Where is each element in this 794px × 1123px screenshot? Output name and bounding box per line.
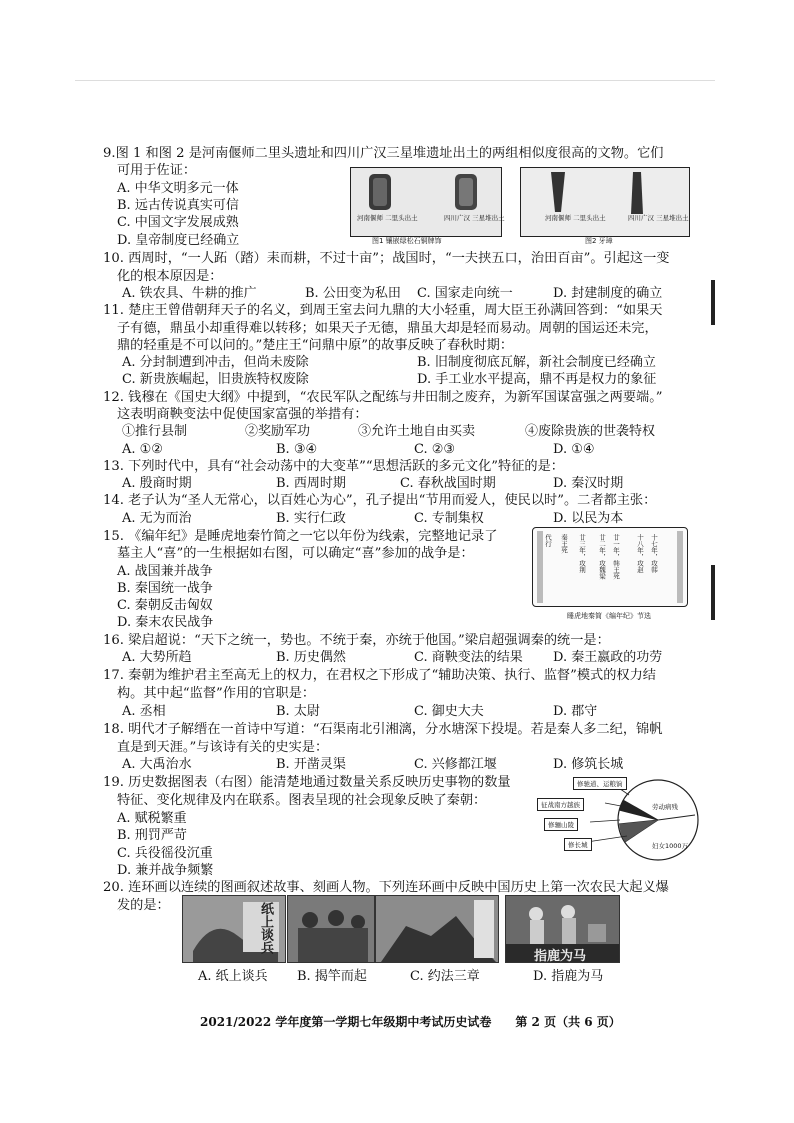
q10-option-d: D. 封建制度的确立: [553, 286, 663, 301]
q16-option-c: C. 商鞅变法的结果: [414, 650, 523, 665]
q14-option-c: C. 专制集权: [414, 511, 484, 526]
q13-option-a: A. 殷商时期: [122, 476, 192, 491]
fig2-label-right: 四川广汉 三星堆出土: [628, 214, 689, 222]
q16-option-b: B. 历史偶然: [276, 650, 346, 665]
q11-stem-line1: 11. 楚庄王曾借朝拜天子的名义，到周王室去问九鼎的大小轻重，周大臣王孙满回答到：“如果天: [103, 303, 663, 318]
comic-picture-c: [375, 895, 499, 963]
scroll-caption: 睡虎地秦简《编年纪》节选: [567, 612, 651, 620]
scroll-col-7: 代行: [544, 534, 552, 547]
pie-label-road-grain: 修驰道、运粮饷: [573, 777, 627, 790]
q17-option-d: D. 郡守: [553, 704, 598, 719]
q9-option-b: B. 远古传说真实可信: [117, 198, 239, 213]
margin-mark-upper: [711, 280, 715, 325]
q12-statement-1: ①推行县制: [122, 424, 188, 439]
pie-label-women: 妇女1000万: [652, 842, 689, 850]
comic-picture-a: [182, 895, 286, 963]
q19-option-b: B. 刑罚严苛: [117, 828, 187, 843]
q16-stem-line1: 16. 梁启超说：“天下之统一，势也。不统于秦，亦统于他国。”梁启超强调秦的统一是：: [103, 633, 610, 648]
comic-picture-d: [505, 895, 620, 963]
pie-label-south-war: 征战南方越族: [537, 798, 584, 811]
pie-label-lishan-tomb: 修骊山陵: [544, 818, 578, 831]
q19-stem-line2: 特征、变化规律及内在联系。图表呈现的社会现象反映了秦朝：: [117, 793, 487, 808]
scroll-decoration: [533, 528, 687, 606]
q18-option-d: D. 修筑长城: [553, 757, 624, 772]
q12-option-d: D. ①④: [553, 442, 595, 457]
q15-option-d: D. 秦末农民战争: [117, 615, 214, 630]
q18-stem-line1: 18. 明代才子解缙在一首诗中写道：“石渠南北引湘漓，分水塘深下投堤。若是秦人多二纪，锦帆: [103, 722, 663, 737]
pie-label-labor: 劳动病残: [652, 803, 678, 811]
q13-option-b: B. 西周时期: [276, 476, 346, 491]
q12-option-c: C. ②③: [414, 442, 456, 457]
q12-statement-4: ④废除贵族的世袭特权: [525, 424, 656, 439]
q15-option-a: A. 战国兼并战争: [117, 564, 213, 579]
q11-option-d: D. 手工业水平提高，鼎不再是权力的象征: [417, 372, 657, 387]
scroll-col-5: 廿三年，攻荆: [578, 534, 586, 573]
q17-stem-line2: 构。其中起“监督”作用的官职是：: [117, 686, 316, 701]
q20-option-c: C. 约法三章: [410, 969, 480, 984]
q14-stem-line1: 14. 老子认为“圣人无常心，以百姓心为心”，孔子提出“节用而爱人，使民以时”。二者都主张：: [103, 493, 657, 508]
q17-option-b: B. 太尉: [276, 704, 320, 719]
q20-option-a: A. 纸上谈兵: [198, 969, 268, 984]
q11-option-c: C. 新贵族崛起，旧贵族特权废除: [122, 372, 309, 387]
q19-option-a: A. 赋税繁重: [117, 811, 187, 826]
scroll-col-4: 廿二年，攻魏梁: [598, 534, 606, 580]
q10-stem-line2: 化的根本原因是：: [117, 269, 223, 284]
q13-option-c: C. 春秋战国时期: [400, 476, 496, 491]
q10-option-a: A. 铁农具、牛耕的推广: [122, 286, 257, 301]
q13-option-d: D. 秦汉时期: [553, 476, 624, 491]
q18-option-b: B. 开凿灵渠: [276, 757, 346, 772]
q18-stem-line2: 直是到天涯。”与该诗有关的史实是：: [117, 740, 329, 755]
q16-option-a: A. 大势所趋: [122, 650, 192, 665]
q11-stem-line2: 子有德，鼎虽小却重得难以转移；如果天子无德，鼎虽大却是轻而易动。周朝的国运还未完，: [117, 321, 658, 336]
bamboo-scroll-figure: [532, 527, 688, 607]
q17-option-c: C. 御史大夫: [414, 704, 484, 719]
scroll-col-2: 十八年，攻赵: [636, 534, 644, 573]
q12-statement-3: ③允许土地自由买卖: [358, 424, 476, 439]
fig1-label-left: 河南偃师 二里头出土: [357, 214, 418, 222]
fig1-label-right: 四川广汉 三星堆出土: [444, 214, 505, 222]
q14-option-d: D. 以民为本: [553, 511, 624, 526]
q11-option-a: A. 分封制遭到冲击，但尚未废除: [122, 355, 309, 370]
q15-option-b: B. 秦国统一战争: [117, 581, 213, 596]
q9-stem-line2: 可用于佐证：: [117, 163, 197, 178]
figure-1-image: [351, 168, 501, 236]
pie-label-great-wall: 修长城: [564, 838, 592, 851]
comic-c-art: [376, 896, 498, 962]
scroll-col-3: 廿一年，韩王死: [612, 534, 620, 580]
q18-option-c: C. 兴修都江堰: [414, 757, 497, 772]
figure-2-image: [521, 168, 689, 236]
q19-stem-line1: 19. 历史数据图表（右图）能清楚地通过数量关系反映历史事物的数量: [103, 775, 511, 790]
q11-option-b: B. 旧制度彻底瓦解，新社会制度已经确立: [417, 355, 656, 370]
q10-option-c: C. 国家走向统一: [417, 286, 513, 301]
q9-option-a: A. 中华文明多元一体: [117, 181, 239, 196]
q20-stem-line2: 发的是：: [117, 898, 170, 913]
q11-stem-line3: 鼎的轻重是不可以问的。”楚庄王“问鼎中原”的故事反映了春秋时期：: [117, 338, 514, 353]
q14-option-b: B. 实行仁政: [276, 511, 346, 526]
q9-option-d: D. 皇帝制度已经确立: [117, 233, 240, 248]
q17-option-a: A. 丞相: [122, 704, 166, 719]
q12-option-b: B. ③④: [276, 442, 318, 457]
q15-stem-line1: 15. 《编年纪》是睡虎地秦竹简之一它以年份为线索，完整地记录了: [103, 529, 498, 544]
q20-stem-line1: 20. 连环画以连续的图画叙述故事、刻画人物。下列连环画中反映中国历史上第一次农民大起义爆: [103, 880, 669, 895]
scroll-col-1: 十七年，攻韩: [650, 534, 658, 573]
q9-option-c: C. 中国文字发展成熟: [117, 215, 239, 230]
q19-option-d: D. 兼并战争频繁: [117, 863, 214, 878]
scroll-col-6: 秦王死: [560, 534, 568, 554]
q12-option-a: A. ①②: [122, 442, 163, 457]
q15-option-c: C. 秦朝反击匈奴: [117, 598, 213, 613]
comic-b-art: [288, 896, 374, 962]
q10-option-b: B. 公田变为私田: [305, 286, 401, 301]
page-footer: 2021/2022 学年度第一学期七年级期中考试历史试卷 第 2 页（共 6 页）: [200, 1015, 621, 1029]
q20-option-b: B. 揭竿而起: [297, 969, 367, 984]
q12-stem-line2: 这表明商鞅变法中促使国家富强的举措有：: [117, 407, 368, 422]
comic-picture-b: [287, 895, 375, 963]
q14-option-a: A. 无为而治: [122, 511, 192, 526]
comic-d-title: 指鹿为马: [534, 949, 587, 964]
q12-statement-2: ②奖励军功: [245, 424, 311, 439]
comic-a-title: 纸上谈兵: [258, 902, 273, 954]
q18-option-a: A. 大禹治水: [122, 757, 192, 772]
fig2-caption: 图2 牙璋: [585, 237, 613, 245]
q17-stem-line1: 17. 秦朝为维护君主至高无上的权力，在君权之下形成了“辅助决策、执行、监督”模式的权力结: [103, 668, 656, 683]
fig1-caption: 图1 镶嵌绿松石铜牌饰: [372, 237, 442, 245]
q19-option-c: C. 兵役徭役沉重: [117, 846, 213, 861]
q20-option-d: D. 指鹿为马: [533, 969, 604, 984]
figure-1-artifacts: [350, 167, 502, 237]
q9-stem-line1: 9.图 1 和图 2 是河南偃师二里头遗址和四川广汉三星堆遗址出土的两组相似度很高的文物。它们: [103, 146, 664, 161]
figure-2-artifacts: [520, 167, 690, 237]
fig2-label-left: 河南偃师 二里头出土: [545, 214, 606, 222]
q16-option-d: D. 秦王嬴政的功劳: [553, 650, 663, 665]
q12-stem-line1: 12. 钱穆在《国史大纲》中提到，“农民军队之配练与井田制之废弃，为新军国谋富强之两要端。”: [103, 390, 663, 405]
margin-mark-lower: [711, 565, 715, 620]
top-rule: [75, 80, 715, 81]
q13-stem-line1: 13. 下列时代中，具有“社会动荡中的大变革”“思想活跃的多元文化”特征的是：: [103, 459, 564, 474]
q10-stem-line1: 10. 西周时，“一人跖（踏）耒而耕，不过十亩”；战国时，“一夫挟五口，治田百亩”。引起这一变: [103, 251, 670, 266]
q15-stem-line2: 墓主人“喜”的一生根据如右图，可以确定“喜”参加的战争是：: [117, 546, 474, 561]
